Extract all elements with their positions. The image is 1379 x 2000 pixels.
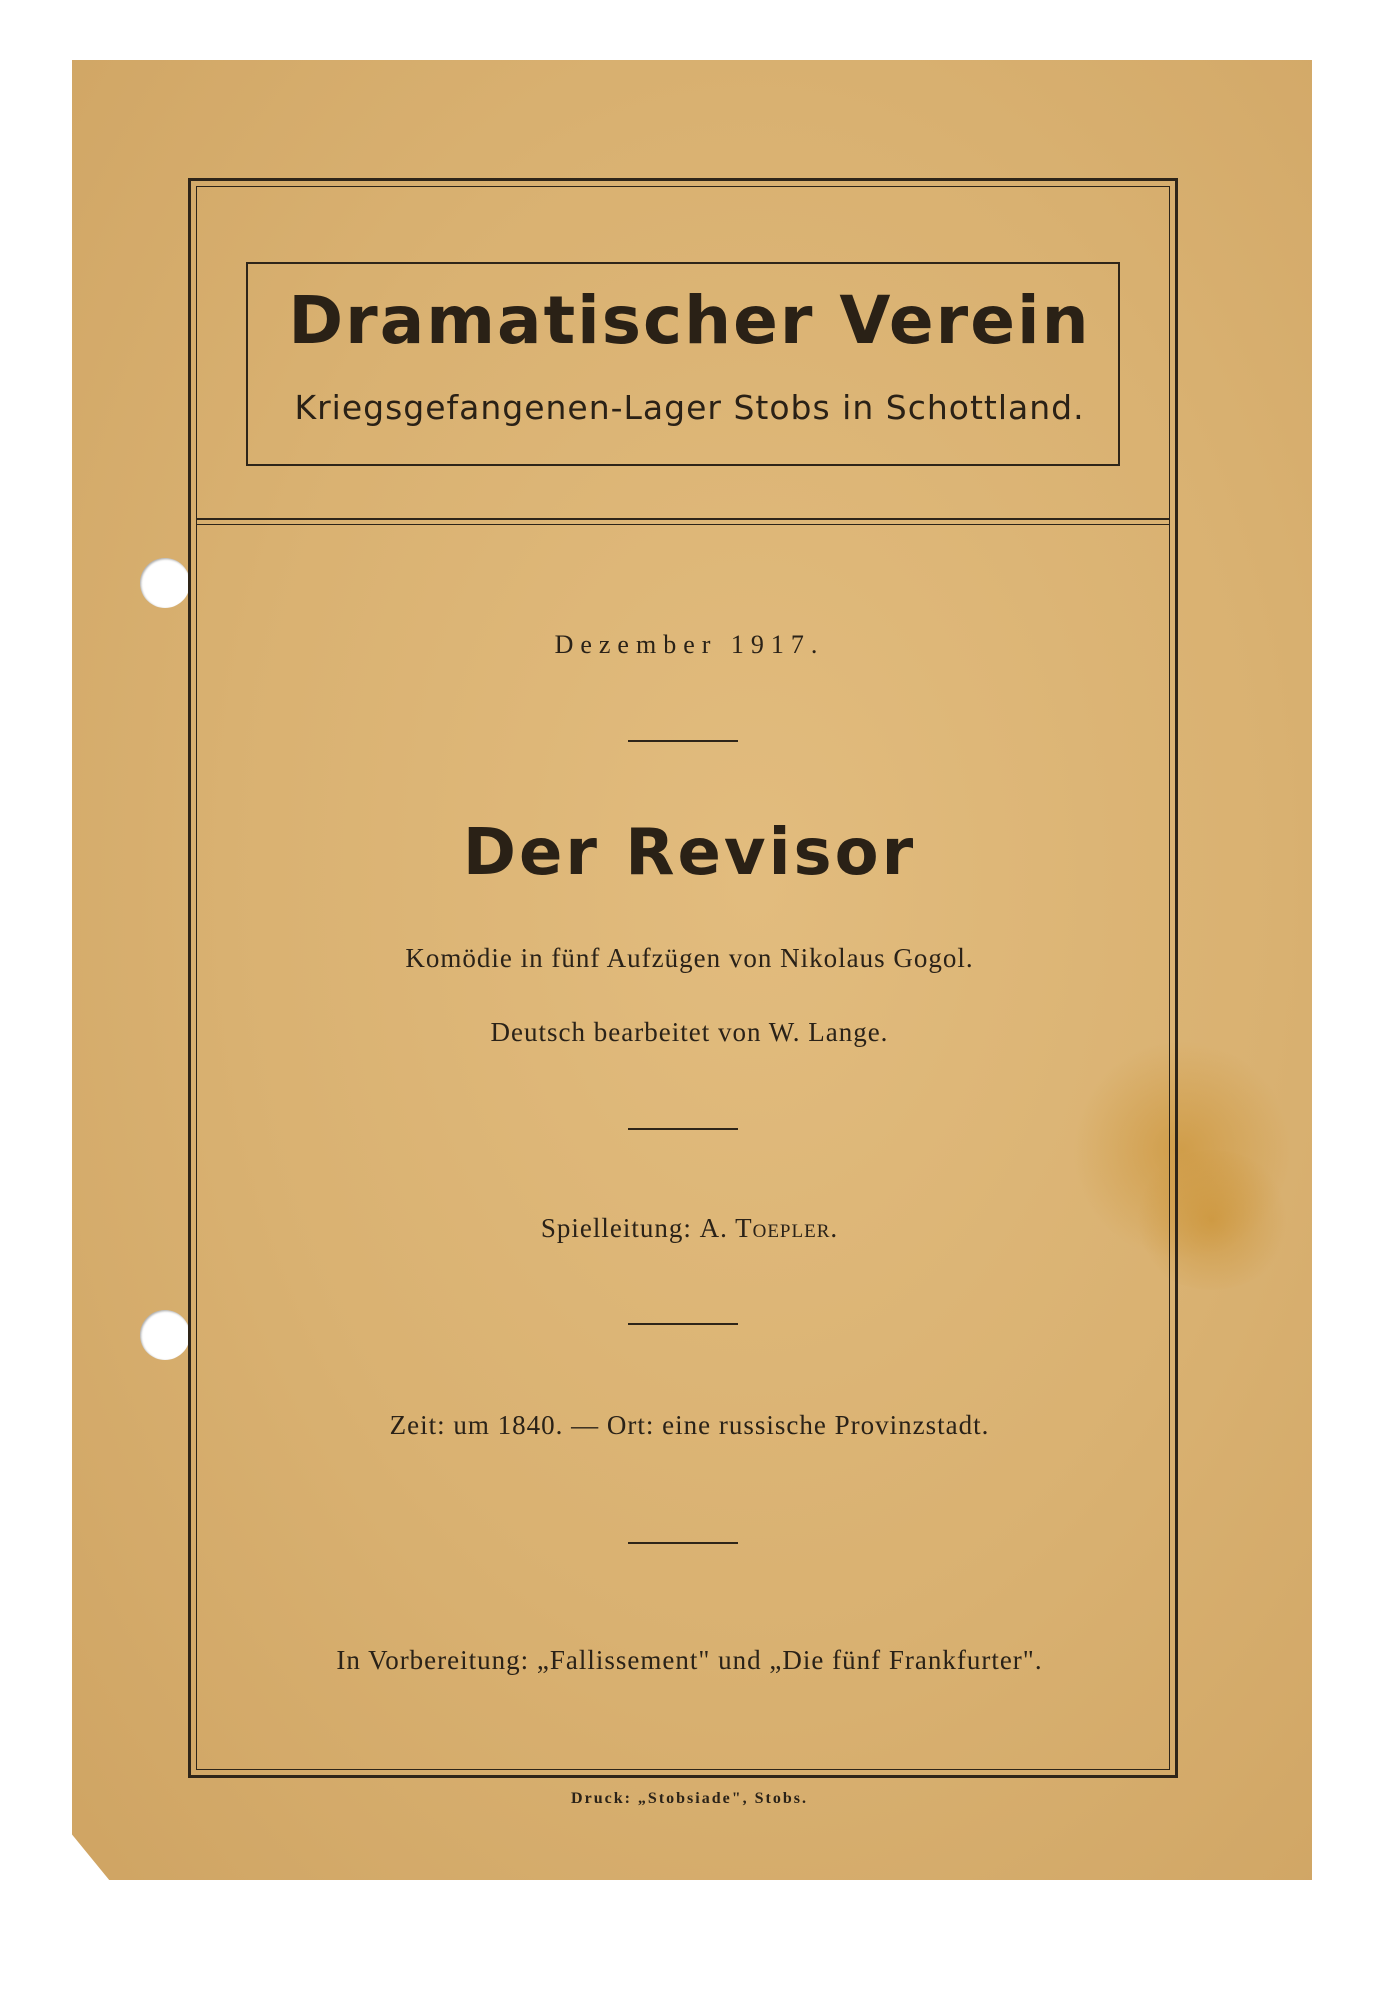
separator-rule bbox=[628, 1128, 738, 1130]
header-divider bbox=[196, 518, 1170, 520]
setting-line: Zeit: um 1840. — Ort: eine russische Provinzstadt. bbox=[389, 1410, 990, 1440]
adaptation-credit: Deutsch bearbeitet von W. Lange. bbox=[490, 1017, 889, 1047]
separator-rule bbox=[628, 740, 738, 742]
printer-credit: Druck: „Stobsiade", Stobs. bbox=[571, 1790, 808, 1807]
punch-hole-top bbox=[140, 558, 190, 608]
upcoming-productions: In Vorbereitung: „Fallissement" und „Die fünf Frankfurter". bbox=[336, 1645, 1043, 1675]
separator-rule bbox=[628, 1542, 738, 1544]
separator-rule bbox=[628, 1323, 738, 1325]
camp-line: Kriegsgefangenen-Lager Stobs in Schottland. bbox=[294, 388, 1085, 427]
performance-date: Dezember 1917. bbox=[554, 630, 825, 659]
header-divider-second bbox=[196, 524, 1170, 525]
director-name: A. Toepler. bbox=[699, 1213, 839, 1243]
play-title: Der Revisor bbox=[462, 816, 917, 890]
director-label: Spielleitung: bbox=[540, 1213, 692, 1243]
punch-hole-bottom bbox=[140, 1310, 190, 1360]
director-line bbox=[0, 1213, 1379, 1244]
club-name: Dramatischer Verein bbox=[288, 282, 1091, 359]
play-subtitle: Komödie in fünf Aufzügen von Nikolaus Gogol. bbox=[405, 943, 974, 973]
